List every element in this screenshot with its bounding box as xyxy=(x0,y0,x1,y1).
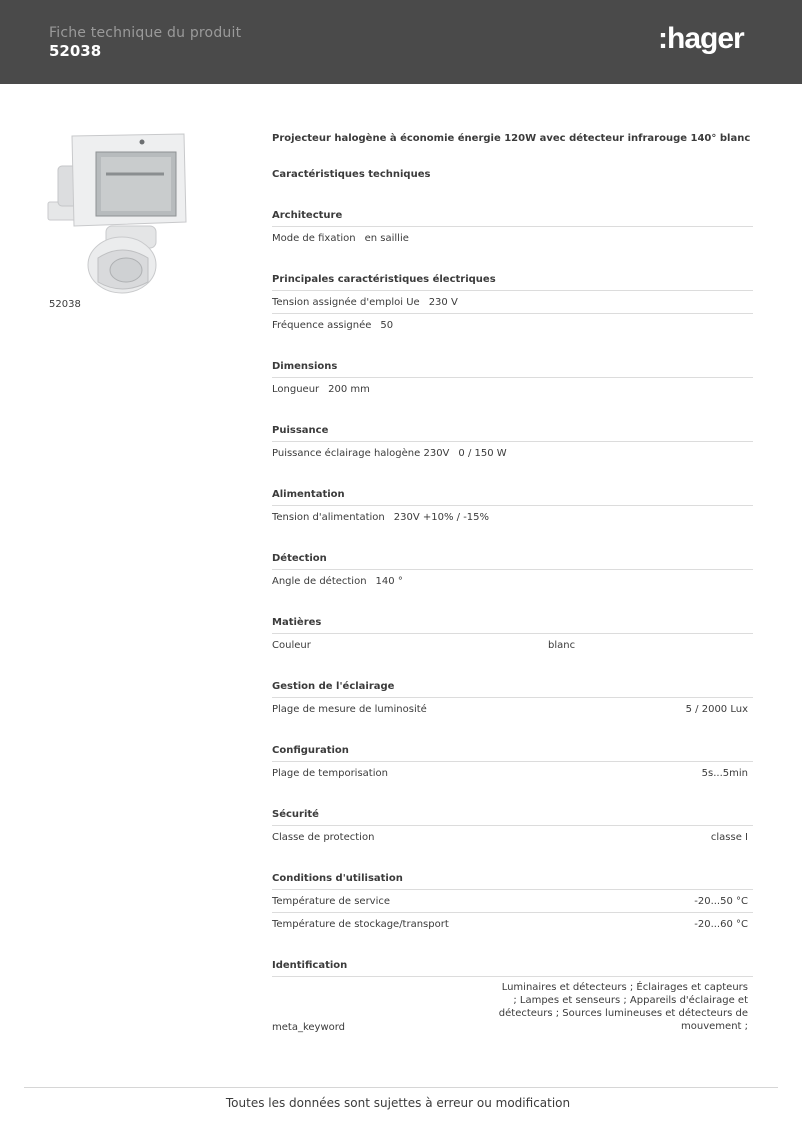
spec-row xyxy=(272,291,753,314)
section-power xyxy=(272,420,753,465)
section-title: Sécurité xyxy=(272,804,753,826)
section-title: Identification xyxy=(272,955,753,977)
section-detection xyxy=(272,548,753,593)
spec-value: -20...50 °C xyxy=(694,895,748,907)
footer-divider xyxy=(24,1087,778,1088)
section-dimensions xyxy=(272,356,753,401)
section-title: Architecture xyxy=(272,205,753,227)
spec-label: Couleur xyxy=(272,640,311,651)
spec-value: 230 V xyxy=(428,296,458,308)
floodlight-illustration xyxy=(46,130,192,295)
section-title: Configuration xyxy=(272,740,753,762)
spec-row xyxy=(272,913,753,936)
spec-label: Température de stockage/transport xyxy=(272,919,449,930)
spec-value: Luminaires et détecteurs ; Éclairages et capteurs ; Lampes et senseurs ; Appareils d'éclairage et détecteurs ; Sources lumineuses et détecteurs de mouvement ; xyxy=(498,982,748,1032)
spec-row xyxy=(272,826,753,849)
spec-row xyxy=(272,977,753,1036)
section-title: Gestion de l'éclairage xyxy=(272,676,753,698)
spec-sheet xyxy=(272,128,753,1036)
spec-value: en saillie xyxy=(364,233,409,244)
section-title: Principales caractéristiques électriques xyxy=(272,269,753,291)
section-safety xyxy=(272,804,753,849)
spec-label: Longueur xyxy=(272,384,320,395)
spec-row xyxy=(272,762,753,785)
section-title: Matières xyxy=(272,612,753,634)
section-configuration xyxy=(272,740,753,785)
section-title: Détection xyxy=(272,548,753,570)
spec-label: Tension assignée d'emploi Ue xyxy=(272,296,420,308)
spec-value: blanc xyxy=(548,640,576,651)
product-image xyxy=(46,130,192,295)
section-supply xyxy=(272,484,753,529)
footer-disclaimer: Toutes les données sont sujettes à erreur ou modification xyxy=(225,1096,571,1110)
section-title: Conditions d'utilisation xyxy=(272,868,753,890)
spec-label: meta_keyword xyxy=(272,1022,346,1033)
spec-row xyxy=(272,570,753,593)
spec-value: 200 mm xyxy=(328,384,370,395)
spec-row xyxy=(272,378,753,401)
page-header xyxy=(0,0,802,84)
spec-row xyxy=(272,314,753,337)
spec-row xyxy=(272,698,753,721)
spec-label: Mode de fixation xyxy=(272,233,356,244)
spec-row xyxy=(272,506,753,529)
section-electrical xyxy=(272,269,753,337)
product-title: Projecteur halogène à économie énergie 120W avec détecteur infrarouge 140° blanc xyxy=(272,133,751,144)
product-code: 52038 xyxy=(49,42,102,60)
spec-value: 5s...5min xyxy=(701,768,748,779)
section-title: Puissance xyxy=(272,420,753,442)
document-subtitle: Fiche technique du produit xyxy=(49,25,242,41)
spec-value: 140 ° xyxy=(375,576,403,587)
spec-value: -20...60 °C xyxy=(694,919,748,930)
spec-value: 0 / 150 W xyxy=(458,448,507,459)
spec-row xyxy=(272,442,753,465)
spec-row xyxy=(272,227,753,250)
spec-label: Tension d'alimentation xyxy=(272,512,385,523)
section-architecture xyxy=(272,205,753,250)
section-identification xyxy=(272,955,753,1036)
section-materials xyxy=(272,612,753,657)
spec-label: Fréquence assignée xyxy=(272,320,372,331)
section-usage-conditions xyxy=(272,868,753,936)
section-title: Alimentation xyxy=(272,484,753,506)
spec-label: Angle de détection xyxy=(272,576,367,587)
spec-row xyxy=(272,890,753,913)
spec-value: 5 / 2000 Lux xyxy=(685,704,748,715)
section-lighting-management xyxy=(272,676,753,721)
spec-value: 230V +10% / -15% xyxy=(393,512,490,523)
spec-label: Plage de temporisation xyxy=(272,768,388,779)
image-caption: 52038 xyxy=(49,299,81,310)
spec-value: 50 xyxy=(380,320,394,331)
hager-logo: :hager xyxy=(658,22,744,55)
section-title: Dimensions xyxy=(272,356,753,378)
spec-label: Puissance éclairage halogène 230V xyxy=(272,448,450,459)
specs-heading: Caractéristiques techniques xyxy=(272,169,431,180)
spec-row xyxy=(272,634,753,657)
spec-label: Plage de mesure de luminosité xyxy=(272,704,427,715)
spec-value: classe I xyxy=(710,832,748,843)
spec-label: Température de service xyxy=(272,895,391,907)
spec-label: Classe de protection xyxy=(272,832,375,843)
